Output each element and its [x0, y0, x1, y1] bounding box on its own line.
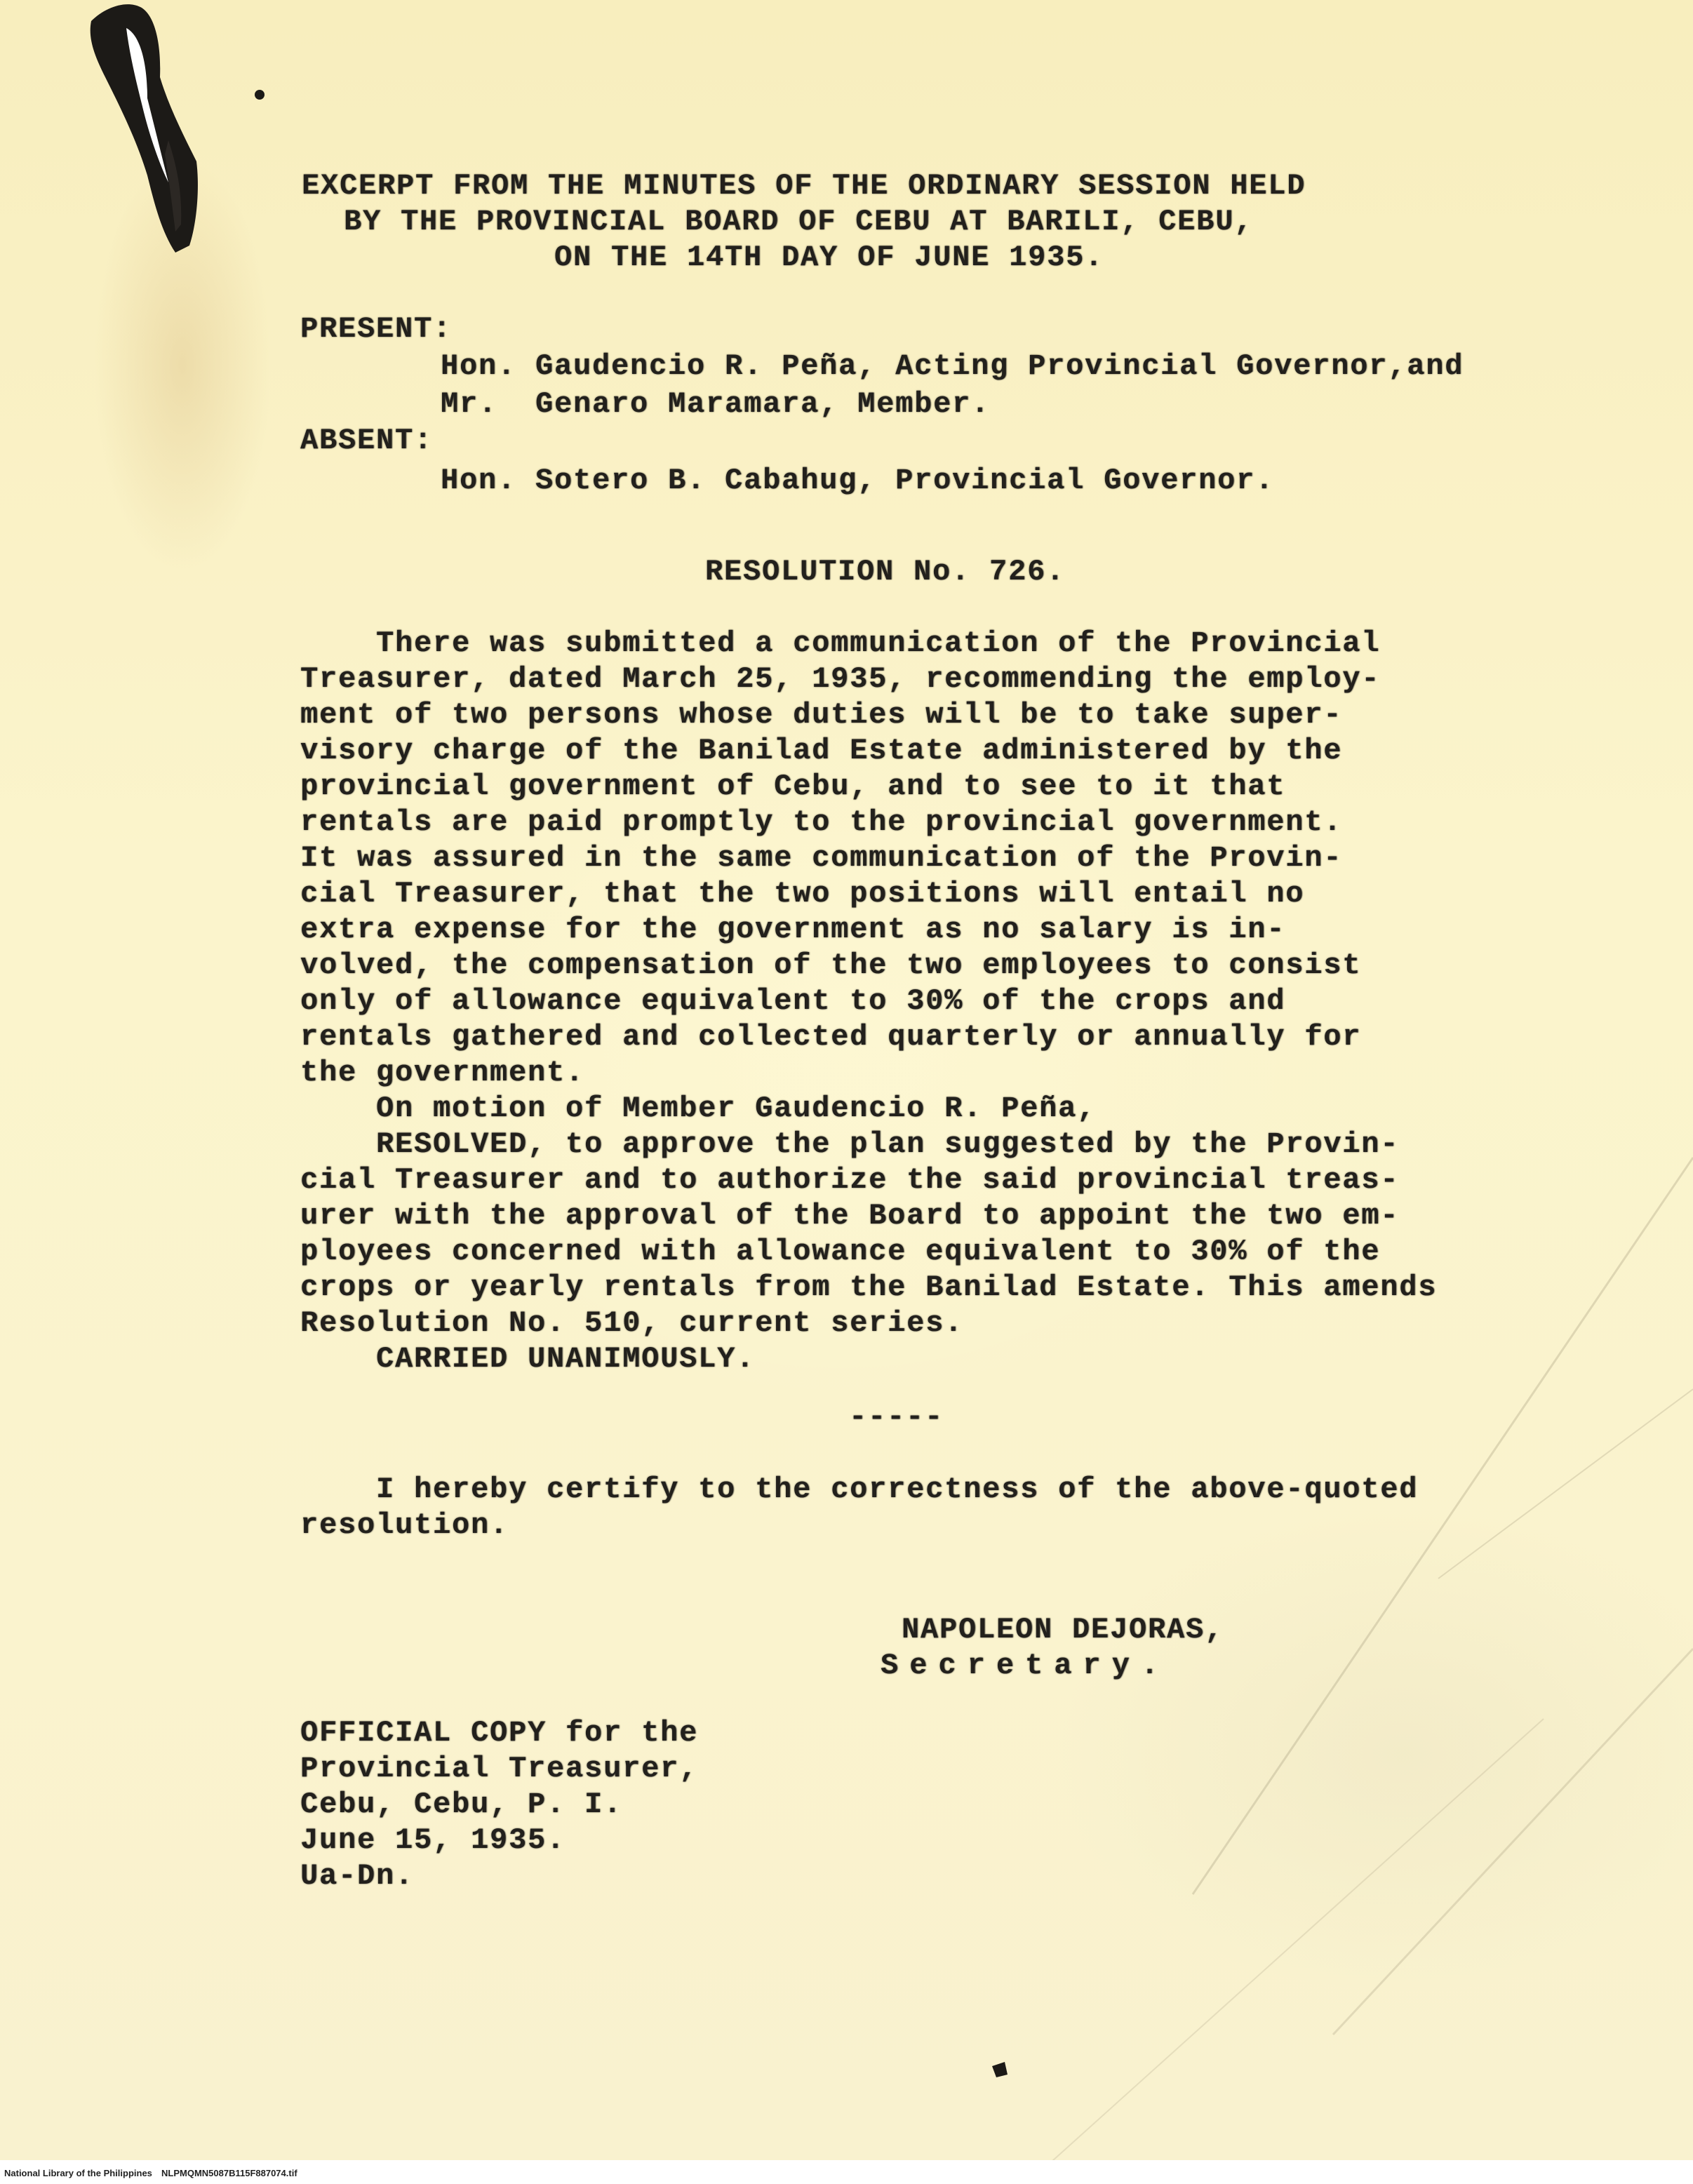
official-copy-line-1: OFFICIAL COPY for the [300, 1716, 699, 1750]
resolution-body [300, 626, 1437, 1377]
body-line: It was assured in the same communication of the Provin- [300, 841, 1343, 875]
ink-mark-icon [989, 2059, 1010, 2080]
body-line: extra expense for the government as no salary is in- [300, 913, 1286, 946]
header-line-3: ON THE 14TH DAY OF JUNE 1935. [554, 241, 1104, 274]
official-copy-line-4: June 15, 1935. [300, 1823, 566, 1857]
body-line: volved, the compensation of the two employees to consist [300, 949, 1362, 982]
section-separator: ----- [849, 1400, 944, 1434]
resolution-title: RESOLUTION No. 726. [705, 555, 1066, 589]
absent-member-1: Hon. Sotero B. Cabahug, Provincial Governor. [441, 464, 1275, 497]
signature-block [881, 1612, 1224, 1684]
attendance-section [300, 311, 1464, 499]
body-line: provincial government of Cebu, and to see to it that [300, 770, 1286, 803]
official-copy-block [300, 1715, 698, 1894]
body-line: CARRIED UNANIMOUSLY. [300, 1342, 756, 1376]
certification-line-1: I hereby certify to the correctness of the above-quoted [300, 1473, 1419, 1506]
body-line: rentals gathered and collected quarterly or annually for [300, 1020, 1362, 1054]
body-line: cial Treasurer and to authorize the said provincial treas- [300, 1163, 1400, 1197]
body-line: Treasurer, dated March 25, 1935, recommending the employ- [300, 662, 1381, 696]
body-line: ployees concerned with allowance equivalent to 30% of the [300, 1235, 1381, 1268]
body-line: RESOLVED, to approve the plan suggested by the Provin- [300, 1127, 1400, 1161]
footer-file-name: NLPMQMN5087B115F887074.tif [161, 2168, 297, 2178]
body-line: Resolution No. 510, current series. [300, 1306, 964, 1340]
body-line: urer with the approval of the Board to appoint the two em- [300, 1199, 1400, 1233]
footer-library-name: National Library of the Philippines [4, 2168, 152, 2178]
body-line: the government. [300, 1056, 585, 1090]
present-label: PRESENT: [300, 312, 453, 346]
body-line: cial Treasurer, that the two positions will entail no [300, 877, 1305, 911]
body-line: rentals are paid promptly to the provincial government. [300, 805, 1343, 839]
minutes-header [302, 168, 1306, 276]
body-line: There was submitted a communication of the Provincial [300, 627, 1381, 660]
header-line-2: BY THE PROVINCIAL BOARD OF CEBU AT BARILI, CEBU, [344, 205, 1254, 239]
body-line: ment of two persons whose duties will be to take super- [300, 698, 1343, 732]
signatory-name: NAPOLEON DEJORAS, [902, 1613, 1224, 1647]
official-copy-line-5: Ua-Dn. [300, 1859, 415, 1893]
body-line: visory charge of the Banilad Estate administered by the [300, 734, 1343, 768]
official-copy-line-3: Cebu, Cebu, P. I. [300, 1788, 623, 1821]
body-line: crops or yearly rentals from the Banilad Estate. This amends [300, 1271, 1438, 1304]
certification-line-2: resolution. [300, 1508, 509, 1542]
header-line-1: EXCERPT FROM THE MINUTES OF THE ORDINARY SESSION HELD [302, 169, 1306, 203]
present-member-2: Mr. Genaro Maramara, Member. [441, 387, 991, 421]
absent-label: ABSENT: [300, 424, 434, 457]
present-member-1: Hon. Gaudencio R. Peña, Acting Provincial Governor,and [441, 349, 1464, 383]
certification-section [300, 1472, 1418, 1543]
archive-footer [0, 2160, 1693, 2184]
official-copy-line-2: Provincial Treasurer, [300, 1752, 699, 1786]
body-line: only of allowance equivalent to 30% of the crops and [300, 984, 1286, 1018]
signatory-title: Secretary. [881, 1649, 1170, 1682]
body-line: On motion of Member Gaudencio R. Peña, [300, 1092, 1097, 1125]
